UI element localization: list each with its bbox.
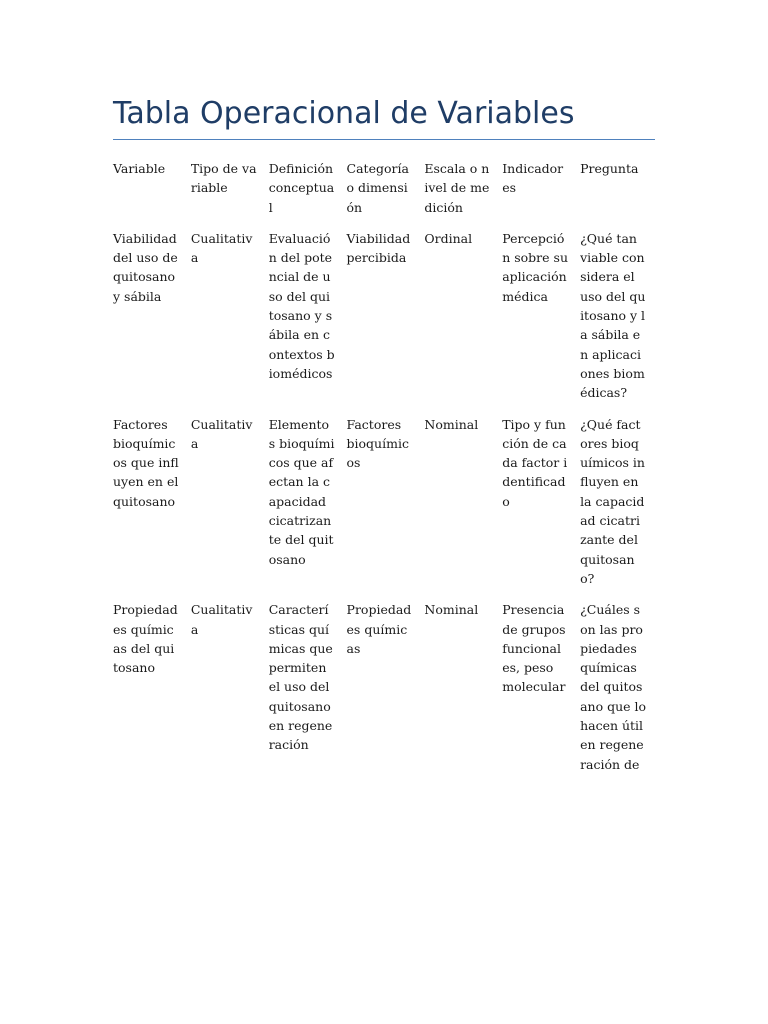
table-cell: Percepción sobre su aplicación médica xyxy=(502,230,568,304)
table-cell: Cualitativa xyxy=(190,416,253,451)
title-underline xyxy=(113,139,655,140)
table-cell: ¿Cuáles son las propiedades químicas del quitosano que lo hacen útil en regeneración de xyxy=(580,602,647,772)
header-variable-type: Tipo de variable xyxy=(190,161,257,196)
table-cell: Presencia de grupos funcionales, peso molecular xyxy=(502,602,566,695)
table-row xyxy=(113,600,658,786)
variables-table xyxy=(113,159,658,786)
table-cell: Ordinal xyxy=(424,230,473,246)
header-variable: Variable xyxy=(113,161,166,176)
table-cell: Nominal xyxy=(424,416,479,432)
header-indicators: Indicadores xyxy=(502,161,564,196)
header-category: Categoría o dimensión xyxy=(346,161,409,215)
table-cell: Tipo y función de cada factor identificado xyxy=(502,416,568,509)
table-cell: Características químicas que permiten el uso del quitosano en regeneración xyxy=(268,602,333,753)
table-cell: Nominal xyxy=(424,602,479,618)
table-body xyxy=(113,229,658,786)
table-cell: Viabilidad percibida xyxy=(346,230,411,266)
table-cell: Factores bioquímicos xyxy=(346,416,409,471)
table-cell: Propiedades químicas del quitosano xyxy=(113,602,178,676)
header-row xyxy=(113,159,658,229)
table-cell: Factores bioquímicos que influyen en el quitosano xyxy=(113,416,179,509)
table-row xyxy=(113,415,658,601)
header-question: Pregunta xyxy=(580,161,639,176)
table-cell: Viabilidad del uso de quitosano y sábila xyxy=(113,230,178,304)
table-cell: ¿Qué factores bioquímicos influyen en la capacidad cicatrizante del quitosano? xyxy=(580,416,645,586)
table-cell: Evaluación del potencial de uso del quitosano y sábila en contextos biomédicos xyxy=(268,230,335,381)
header-conceptual-definition: Definición conceptual xyxy=(268,161,335,215)
document-title: Tabla Operacional de Variables xyxy=(113,96,575,131)
table-cell: ¿Qué tan viable considera el uso del quitosano y la sábila en aplicaciones biomédicas? xyxy=(580,230,646,401)
table-header xyxy=(113,159,658,229)
table-row xyxy=(113,229,658,415)
table-cell: Elementos bioquímicos que afectan la capacidad cicatrizante del quitosano xyxy=(268,416,335,567)
table-cell: Propiedades químicas xyxy=(346,602,412,656)
table-cell: Cualitativa xyxy=(190,602,253,637)
header-measurement-scale: Escala o nivel de medición xyxy=(424,161,490,215)
table-cell: Cualitativa xyxy=(190,230,253,266)
